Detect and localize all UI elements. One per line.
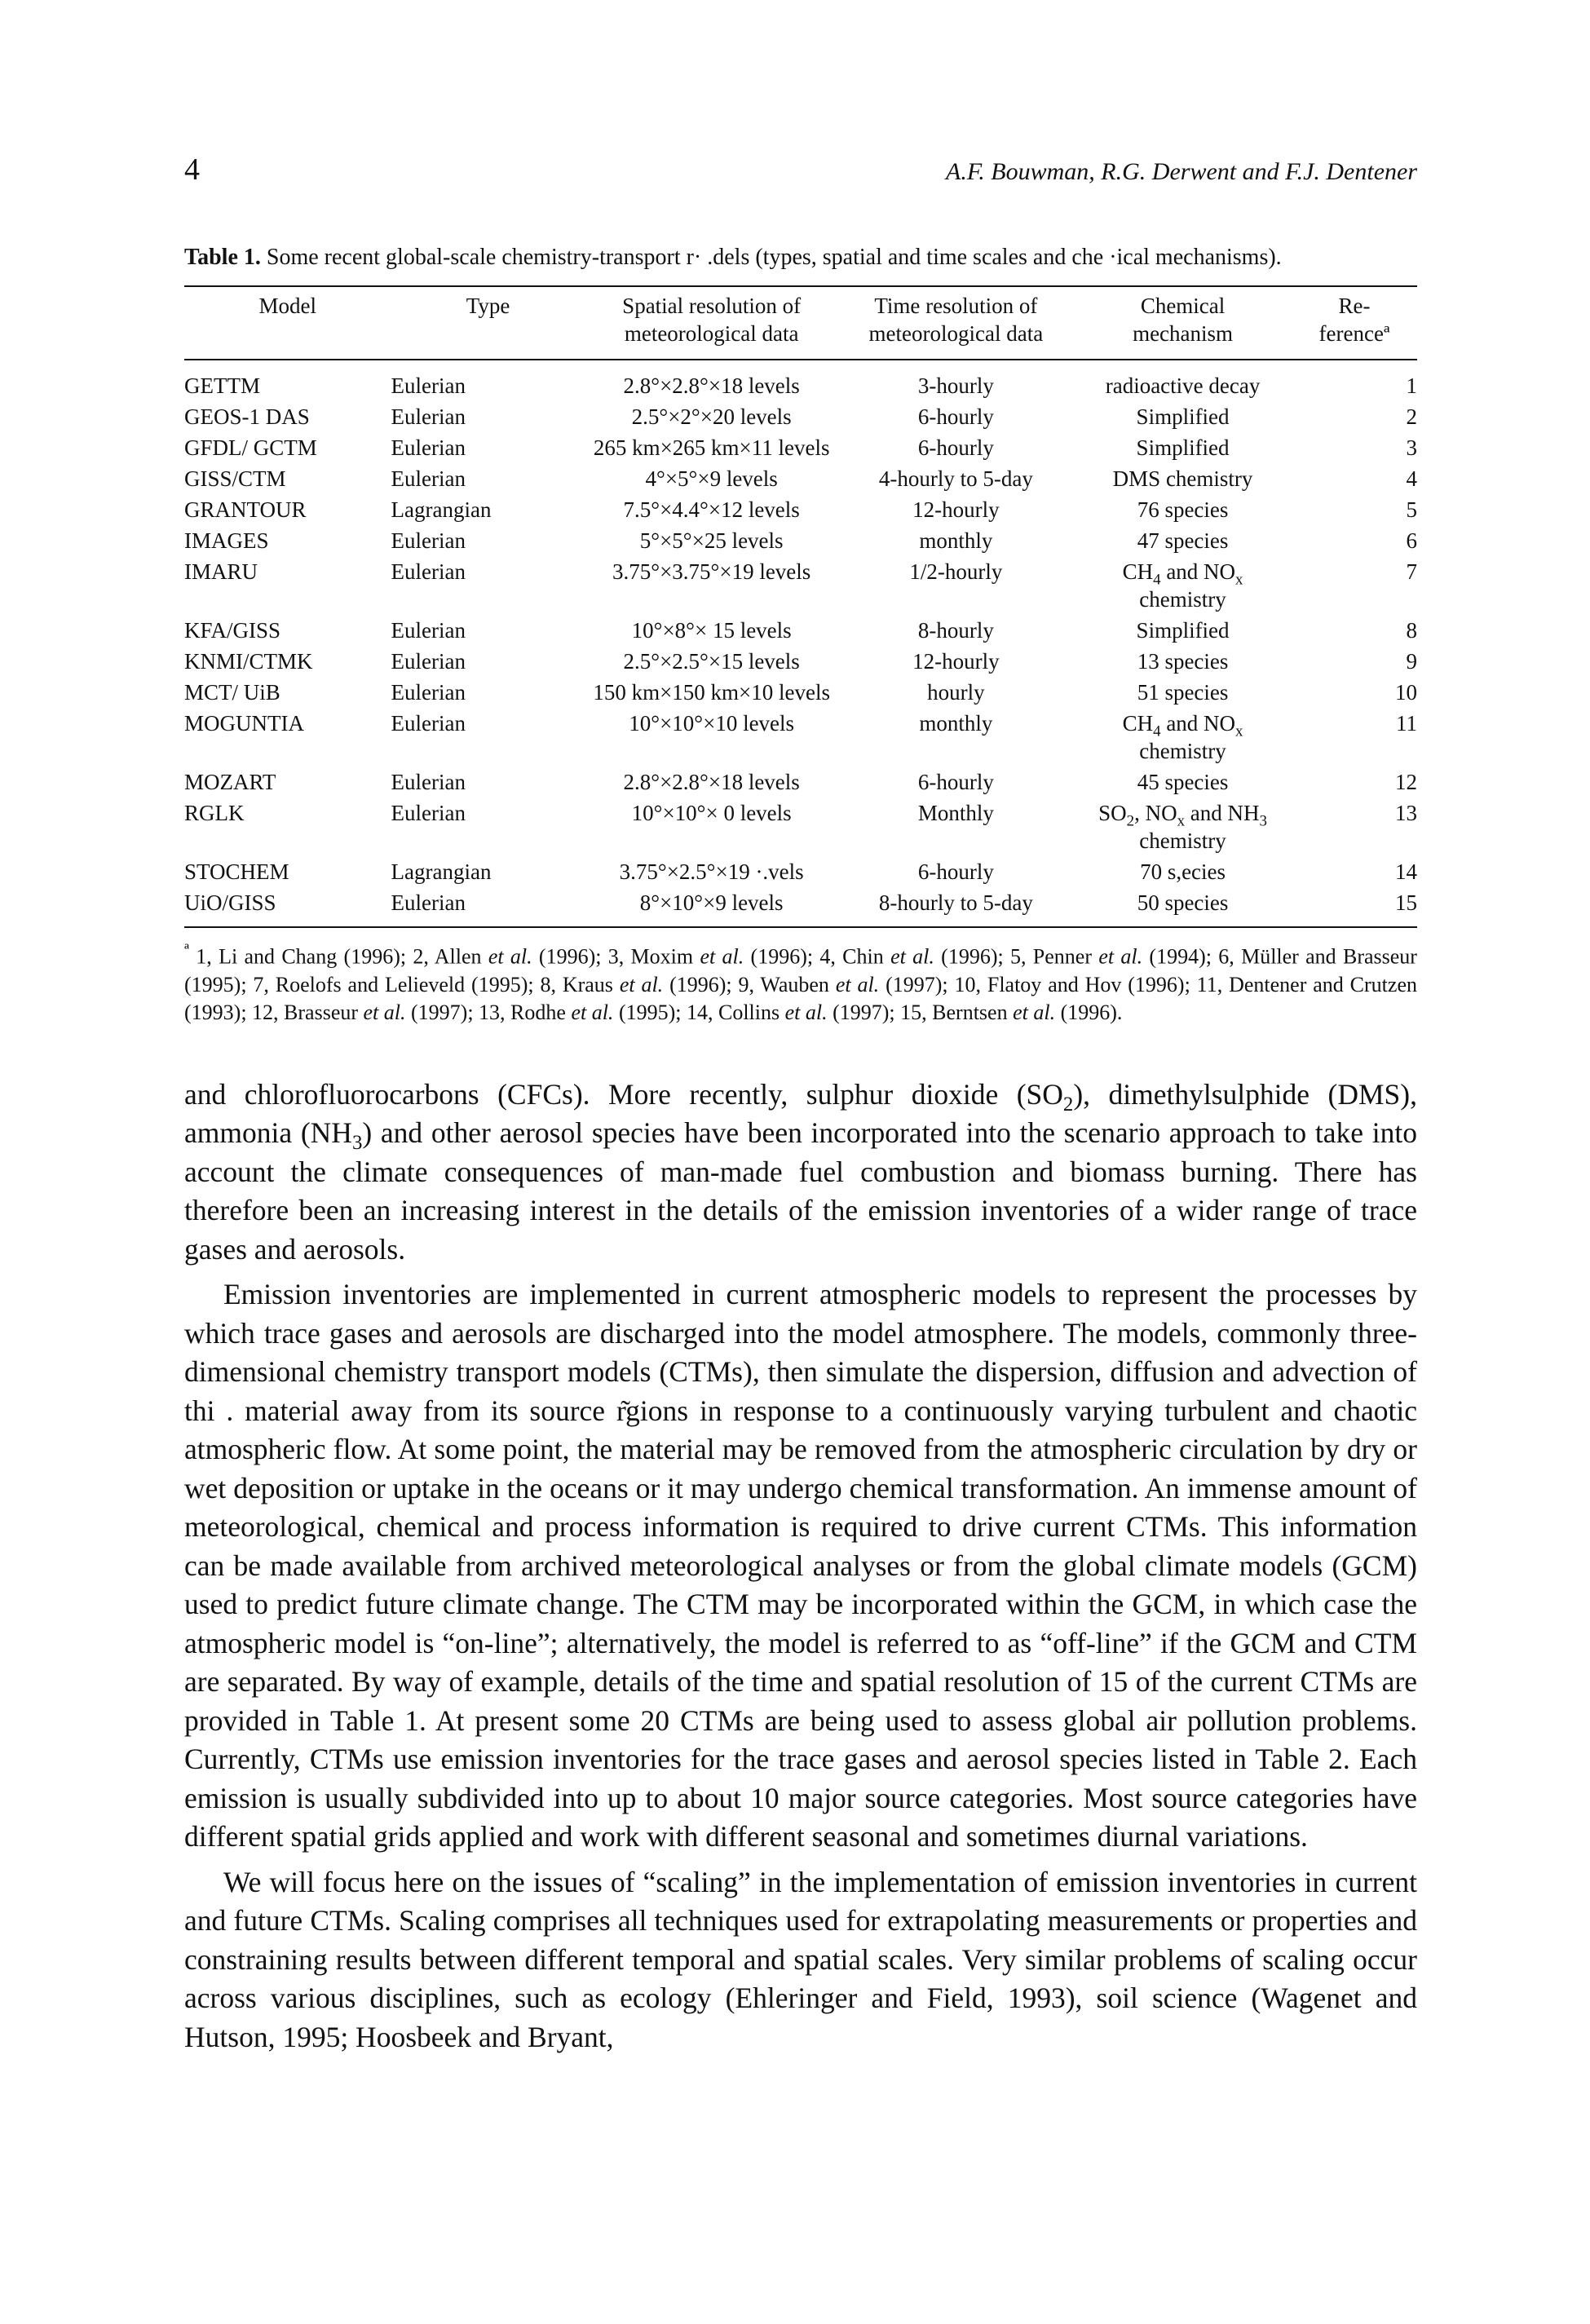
table-row: IMARU Eulerian 3.75°×3.75°×19 levels 1/2-hourly $CH_4$ and $NO_x$ chemistry 7	[184, 559, 1417, 612]
footnote-marker: ª	[184, 940, 189, 960]
table-row: MOZART Eulerian 2.8°×2.8°×18 levels 6-hourly 45 species 12	[184, 770, 1417, 794]
table-caption-label: Table 1.	[184, 245, 261, 270]
column-header-spatial: Spatial resolution of meteorological data	[585, 286, 838, 360]
page-header	[184, 152, 1417, 192]
column-header-chemical: Chemical mechanism	[1074, 286, 1292, 360]
page-number: 4	[184, 152, 200, 187]
table-row: KFA/GISS Eulerian 10°×8°× 15 levels 8-hourly Simplified 8	[184, 618, 1417, 643]
paragraph-2: Emission inventories are implemented in current atmospheric models to represent the processes by which trace gases and aerosols are discharged into the model atmosphere. The models, commonly three-dimensional chemistry transport models (CTMs), then simulate the dispersion, diffusion and advection of thi . material away from its source r͂gions in response to a continuously varying turbulent and chaotic atmospheric flow. At some point, the material may be removed from the atmospheric circulation by dry or wet deposition or uptake in the oceans or it may undergo chemical transformation. An immense amount of meteorological, chemical and process information is required to drive current CTMs. This information can be made available from archived meteorological analyses or from the global climate models (GCM) used to predict future climate change. The CTM may be incorporated within the GCM, in which case the atmospheric model is “on-line”; alternatively, the model is referred to as “off-line” if the GCM and CTM are separated. By way of example, details of the time and spatial resolution of 15 of the current CTMs are provided in Table 1. At present some 20 CTMs are being used to assess global air pollution problems. Currently, CTMs use emission inventories for the trace gases and aerosol species listed in Table 2. Each emission is usually subdivided into up to about 10 major source categories. Most source categories have different spatial grids applied and work with different seasonal and sometimes diurnal variations.	[184, 1278, 1417, 1853]
table-row: GEOS-1 DAS Eulerian 2.5°×2°×20 levels 6-hourly Simplified 2	[184, 404, 1417, 429]
table-row: STOCHEM Lagrangian 3.75°×2.5°×19 ·.vels 6-hourly 70 s,ecies 14	[184, 859, 1417, 884]
table-row: UiO/GISS Eulerian 8°×10°×9 levels 8-hourly to 5-day 50 species 15	[184, 887, 1417, 927]
column-header-time: Time resolution of meteorological data	[838, 286, 1074, 360]
table-caption-text: Some recent global-scale chemistry-transport r· .dels (types, spatial and time scales and che ·ical mechanisms).	[266, 245, 1282, 270]
models-table	[184, 285, 1417, 928]
column-header-reference: Re- ferenceª	[1292, 286, 1417, 360]
table-caption	[184, 243, 1417, 272]
column-header-model: Model	[184, 286, 391, 360]
table-row: GETTM Eulerian 2.8°×2.8°×18 levels 3-hourly radioactive decay 1	[184, 373, 1417, 398]
table-row: RGLK Eulerian 10°×10°× 0 levels Monthly $SO_2$, $NO_x$ and $NH_3$ chemistry 13	[184, 801, 1417, 853]
table-row: GRANTOUR Lagrangian 7.5°×4.4°×12 levels 12-hourly 76 species 5	[184, 497, 1417, 522]
paragraph-1: and chlorofluorocarbons (CFCs). More recently, sulphur dioxide $(SO_2)$, dimethylsulphide (DMS), ammonia $(NH_3)$ and other aerosol species have been incorporated into the scenario approach to take into account the climate consequences of man-made fuel combustion and biomass burning. There has therefore been an increasing interest in the details of the emission inventories of a wider range of trace gases and aerosols.	[184, 1077, 1417, 1266]
table-row: KNMI/CTMK Eulerian 2.5°×2.5°×15 levels 12-hourly 13 species 9	[184, 649, 1417, 674]
running-head: A.F. Bouwman, R.G. Derwent and F.J. Dentener	[946, 158, 1417, 185]
column-header-type: Type	[391, 286, 585, 360]
table-row: GISS/CTM Eulerian 4°×5°×9 levels 4-hourly to 5-day DMS chemistry 4	[184, 466, 1417, 491]
paragraph-3: We will focus here on the issues of “scaling” in the implementation of emission inventories in current and future CTMs. Scaling comprises all techniques used for extrapolating measurements or properties and constraining results between different temporal and spatial scales. Very similar problems of scaling occur across various disciplines, such as ecology (Ehleringer and Field, 1993), soil science (Wagenet and Hutson, 1995; Hoosbeek and Bryant,	[184, 1865, 1417, 2053]
table-footnote: $^ª$ 1, Li and Chang (1996); 2, Allen et al. (1996); 3, Moxim et al. (1996); 4, Chin et al. (1996); 5, Penner et al. (1994); 6, Müller and Brasseur (1995); 7, Roelofs and Lelieveld (1995); 8, Kraus et al. (1996); 9, Wauben et al. (1997); 10, Flatoy and Hov (1996); 11, Dentener and Crutzen (1993); 12, Brasseur et al. (1997); 13, Rodhe et al. (1995); 14, Collins et al. (1997); 15, Berntsen et al. (1996).	[184, 940, 1417, 1024]
table-row: GFDL/ GCTM Eulerian 265 km×265 km×11 levels 6-hourly Simplified 3	[184, 435, 1417, 460]
table-row: MCT/ UiB Eulerian 150 km×150 km×10 levels hourly 51 species 10	[184, 680, 1417, 705]
table-row: IMAGES Eulerian 5°×5°×25 levels monthly 47 species 6	[184, 528, 1417, 553]
table-row: MOGUNTIA Eulerian 10°×10°×10 levels monthly $CH_4$ and $NO_x$ chemistry 11	[184, 711, 1417, 763]
table-header-row	[184, 286, 1417, 360]
page	[184, 152, 1417, 2057]
body-text	[184, 1076, 1417, 2057]
